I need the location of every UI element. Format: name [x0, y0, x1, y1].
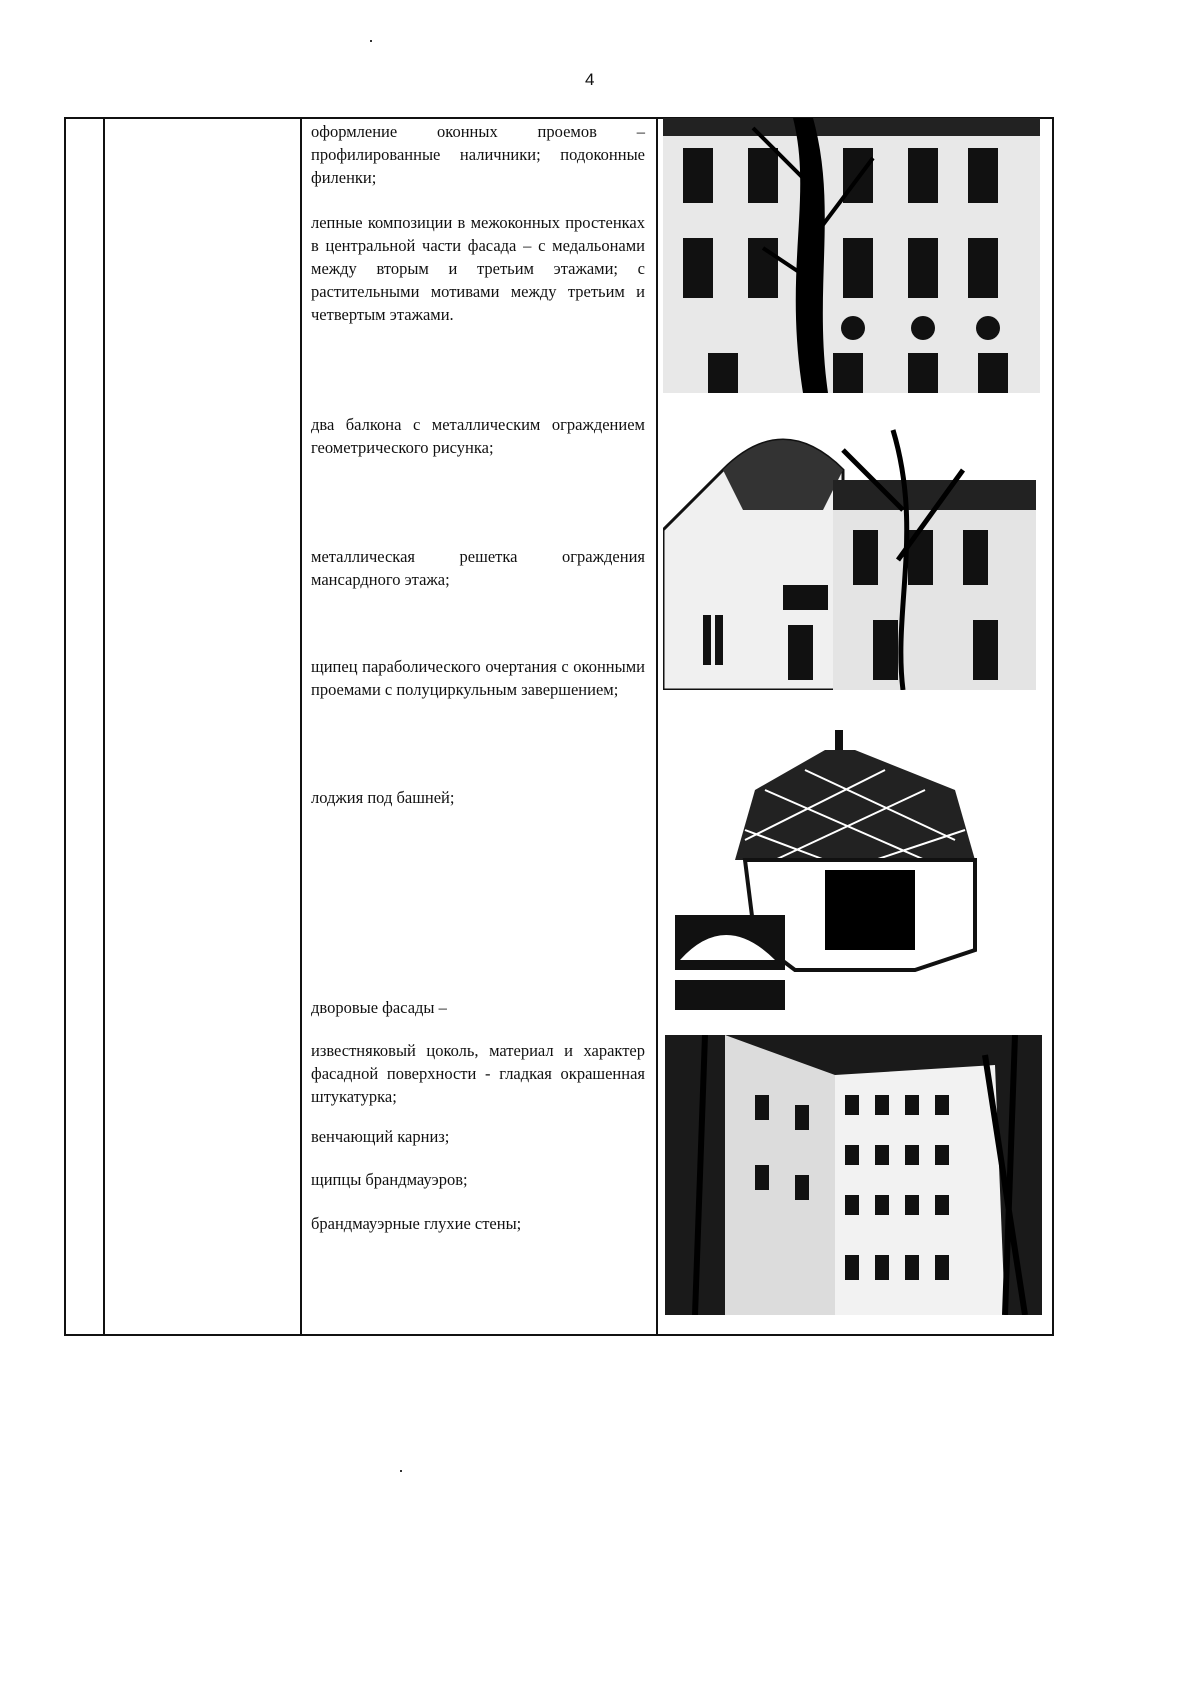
description-paragraph: оформление оконных проемов – профилированные наличники; подоконные филенки;	[311, 122, 645, 187]
tower-loggia-photo	[675, 730, 1000, 1010]
description-paragraph: лоджия под башней;	[311, 788, 455, 807]
description-paragraph: брандмауэрные глухие стены;	[311, 1214, 522, 1233]
page-number: 4	[585, 70, 595, 89]
description-paragraph: щипцы брандмауэров;	[311, 1170, 468, 1189]
description-paragraph: лепные композиции в межоконных простенках в центральной части фасада – с медальонами между вторым и третьим этажами; с растительными мотивами между третьим и четвертым этажами.	[311, 213, 645, 324]
description-paragraph: дворовые фасады –	[311, 998, 447, 1017]
courtyard-facades-photo	[665, 1035, 1042, 1315]
table-border-left	[64, 118, 66, 1335]
description-paragraph: щипец параболического очертания с оконными проемами с полуциркульным завершением;	[311, 657, 645, 699]
table-bottom-border	[64, 1334, 1054, 1336]
description-paragraph: венчающий карниз;	[311, 1127, 450, 1146]
column-divider	[300, 118, 302, 1335]
column-divider	[656, 118, 658, 1335]
facade-windows-photo	[663, 118, 1040, 393]
column-divider	[103, 118, 105, 1335]
scan-speck	[400, 1470, 402, 1472]
scan-speck	[370, 40, 372, 42]
description-paragraph: два балкона с металлическим ограждением геометрического рисунка;	[311, 415, 645, 457]
description-paragraph: известняковый цоколь, материал и характер фасадной поверхности - гладкая окрашенная штукатурка;	[311, 1041, 645, 1106]
balconies-gable-photo	[663, 410, 1036, 690]
table-border-right	[1052, 118, 1054, 1335]
description-paragraph: металлическая решетка ограждения мансардного этажа;	[311, 547, 645, 589]
